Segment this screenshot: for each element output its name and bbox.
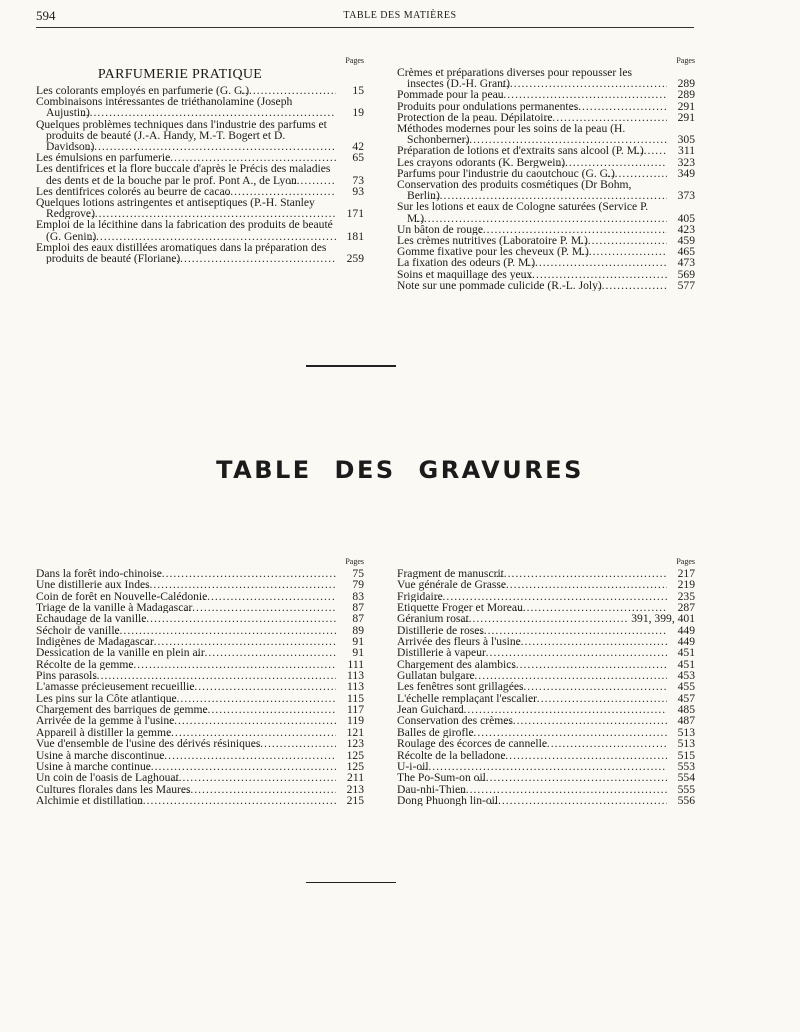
- entry-page: 91: [352, 635, 364, 649]
- toc-entry: [397, 246, 695, 257]
- toc-entry: [36, 568, 364, 579]
- entry-title: Fragment de manuscrit .....: [397, 568, 667, 579]
- plates-right-column: [397, 556, 695, 806]
- entry-title: Echaudage de la vanille .....: [36, 613, 336, 624]
- toc-entry: [36, 795, 364, 806]
- toc-entry: [397, 269, 695, 280]
- plates-title: TABLE DES GRAVURES: [216, 456, 584, 484]
- section-title: PARFUMERIE PRATIQUE: [97, 67, 263, 82]
- entry-title: Soins et maquillage des yeux .....: [397, 269, 667, 280]
- entry-page: 235: [677, 589, 695, 603]
- entry-title: Protection de la peau. Dépilatoire .....: [397, 112, 667, 123]
- entry-title: Conservation des crèmes .....: [397, 715, 667, 726]
- running-head: TABLE DES MATIÈRES: [343, 10, 457, 21]
- toc-entry: [397, 579, 695, 590]
- toc-entry: [397, 224, 695, 235]
- entry-page: 121: [346, 725, 364, 739]
- entry-page: 513: [677, 737, 695, 751]
- entry-page: 513: [677, 725, 695, 739]
- entry-title: Arrivée des fleurs à l'usine .....: [397, 636, 667, 647]
- toc-entry: [397, 670, 695, 681]
- entry-page: 556: [677, 793, 695, 807]
- toc-entry: [36, 163, 364, 185]
- entry-page: 291: [677, 99, 695, 113]
- entry-title: Roulage des écorces de cannelle .....: [397, 738, 667, 749]
- entry-page: 289: [677, 77, 695, 91]
- toc-entry: [36, 761, 364, 772]
- toc-entry: [36, 738, 364, 749]
- entry-page: 455: [677, 680, 695, 694]
- toc-right-column: [397, 55, 695, 291]
- entry-title: Emploi des eaux distillées aromatiques dans la préparation des produits de beauté (Floriane) .....: [36, 242, 336, 264]
- toc-entry: [397, 750, 695, 761]
- entry-page: 83: [352, 589, 364, 603]
- entry-title: Gullatan bulgare .....: [397, 670, 667, 681]
- entry-page: 89: [352, 623, 364, 637]
- toc-entry: [397, 201, 695, 223]
- entry-page: 91: [352, 646, 364, 660]
- entry-page: 87: [352, 601, 364, 615]
- plates-left-entries: [36, 568, 364, 806]
- entry-page: 459: [677, 234, 695, 248]
- section-divider: [306, 365, 396, 367]
- entry-title: Récolte de la belladone .....: [397, 750, 667, 761]
- entry-page: 291: [677, 110, 695, 124]
- entry-page: 553: [677, 759, 695, 773]
- entry-title: Chargement des alambics .....: [397, 659, 667, 670]
- toc-entry: [36, 152, 364, 163]
- entry-page: 449: [677, 623, 695, 637]
- toc-entry: [36, 750, 364, 761]
- entry-page: 213: [346, 782, 364, 796]
- toc-entry: [36, 693, 364, 704]
- toc-entry: [36, 704, 364, 715]
- entry-title: Conservation des produits cosmétiques (Dr Bohm, Berlin) .....: [397, 179, 667, 201]
- entry-title: Combinaisons intéressantes de triéthanolamine (Joseph Aujustin) .....: [36, 96, 336, 118]
- entry-title: Vue d'ensemble de l'usine des dérivés résiniques .....: [36, 738, 336, 749]
- entry-page: 42: [352, 140, 364, 154]
- toc-entry: [36, 119, 364, 153]
- entry-page: 75: [352, 567, 364, 580]
- plates-right-entries: [397, 568, 695, 806]
- toc-entry: [36, 647, 364, 658]
- toc-entry: [397, 772, 695, 783]
- entry-page: 515: [677, 748, 695, 762]
- entry-page: 373: [677, 189, 695, 203]
- toc-entry: [36, 242, 364, 264]
- toc-entry: [397, 123, 695, 145]
- entry-title: Distillerie à vapeur .....: [397, 647, 667, 658]
- entry-page: 259: [346, 252, 364, 266]
- entry-title: Un bâton de rouge .....: [397, 224, 667, 235]
- entry-title: Dong Phuongh lin-oil .....: [397, 795, 667, 806]
- toc-left-entries: [36, 85, 364, 264]
- entry-page: 311: [678, 144, 695, 158]
- entry-title: Pommade pour la peau .....: [397, 89, 667, 100]
- toc-entry: [397, 168, 695, 179]
- entry-title: Quelques problèmes techniques dans l'industrie des parfums et produits de beauté (J.-A. Handy, M.-T. Bogert et D. Davidson) .....: [36, 119, 336, 153]
- pages-label: Pages: [676, 56, 695, 65]
- entry-title: Coin de forêt en Nouvelle-Calédonie .....: [36, 591, 336, 602]
- entry-page: 123: [346, 737, 364, 751]
- toc-entry: [397, 727, 695, 738]
- entry-title: Jean Guichard .....: [397, 704, 667, 715]
- toc-entry: [397, 602, 695, 613]
- entry-page: 217: [677, 567, 695, 580]
- entry-page: 554: [677, 771, 695, 785]
- entry-title: Les colorants employés en parfumerie (G. G.) .....: [36, 85, 336, 96]
- entry-title: Chargement des barriques de gemme .....: [36, 704, 336, 715]
- toc-entry: [36, 715, 364, 726]
- pages-label: Pages: [676, 557, 695, 566]
- toc-entry: [36, 96, 364, 118]
- entry-title: Produits pour ondulations permanentes .....: [397, 101, 667, 112]
- entry-page: 349: [677, 166, 695, 180]
- entry-page: 73: [352, 173, 364, 187]
- entry-title: Note sur une pommade culicide (R.-L. Joly) .....: [397, 280, 667, 291]
- entry-page: 423: [677, 222, 695, 236]
- entry-page: 113: [347, 669, 364, 683]
- entry-title: Préparation de lotions et d'extraits sans alcool (P. M.) .....: [397, 145, 667, 156]
- entry-title: Parfums pour l'industrie du caoutchouc (G. G.) .....: [397, 168, 667, 179]
- toc-entry: [397, 101, 695, 112]
- page-number: 594: [36, 8, 56, 23]
- entry-title: Les dentifrices colorés au beurre de cacao .....: [36, 186, 336, 197]
- entry-page: 111: [347, 657, 364, 671]
- entry-title: Les émulsions en parfumerie .....: [36, 152, 336, 163]
- entry-title: Usine à marche continue .....: [36, 761, 336, 772]
- entry-title: Crèmes et préparations diverses pour repousser les insectes (D.-H. Grant) .....: [397, 67, 667, 89]
- toc-entry: [397, 157, 695, 168]
- entry-page: 125: [346, 759, 364, 773]
- entry-title: Alchimie et distillation .....: [36, 795, 336, 806]
- toc-entry: [36, 197, 364, 219]
- entry-page: 215: [346, 793, 364, 807]
- toc-entry: [397, 693, 695, 704]
- header-rule: [36, 27, 694, 28]
- toc-entry: [36, 772, 364, 783]
- toc-entry: [397, 568, 695, 579]
- toc-entry: [36, 219, 364, 241]
- entry-title: Indigènes de Madagascar .....: [36, 636, 336, 647]
- entry-page: 211: [347, 771, 364, 785]
- entry-title: U-i-oil .....: [397, 761, 667, 772]
- entry-title: The Po-Sum-on oil .....: [397, 772, 667, 783]
- entry-page: 113: [347, 680, 364, 694]
- toc-entry: [36, 579, 364, 590]
- entry-page: 115: [347, 691, 364, 705]
- toc-entry: [397, 67, 695, 89]
- entry-page: 457: [677, 691, 695, 705]
- entry-title: Usine à marche discontinue .....: [36, 750, 336, 761]
- entry-title: Les crèmes nutritives (Laboratoire P. M.) .....: [397, 235, 667, 246]
- entry-page: 485: [677, 703, 695, 717]
- entry-page: 93: [352, 184, 364, 198]
- toc-entry: [397, 625, 695, 636]
- toc-right-entries: [397, 67, 695, 291]
- entry-page: 117: [347, 703, 364, 717]
- entry-page: 119: [347, 714, 364, 728]
- entry-page: 555: [677, 782, 695, 796]
- entry-title: La fixation des odeurs (P. M.) .....: [397, 257, 667, 268]
- entry-title: Etiquette Froger et Moreau .....: [397, 602, 667, 613]
- toc-entry: [397, 784, 695, 795]
- entry-title: Vue générale de Grasse .....: [397, 579, 667, 590]
- entry-page: 65: [352, 151, 364, 165]
- toc-entry: [36, 186, 364, 197]
- toc-entry: [397, 795, 695, 806]
- entry-page: 125: [346, 748, 364, 762]
- entry-page: 287: [677, 601, 695, 615]
- entry-title: Arrivée de la gemme à l'usine .....: [36, 715, 336, 726]
- toc-entry: [397, 659, 695, 670]
- entry-title: Gomme fixative pour les cheveux (P. M.) .....: [397, 246, 667, 257]
- pages-label: Pages: [345, 56, 364, 65]
- toc-entry: [397, 89, 695, 100]
- toc-entry: [36, 602, 364, 613]
- toc-entry: [36, 625, 364, 636]
- entry-title: Dau-nhi-Thien .....: [397, 784, 667, 795]
- entry-page: 171: [346, 207, 364, 221]
- entry-title: Frigidaire .....: [397, 591, 667, 602]
- entry-page: 181: [346, 229, 364, 243]
- entry-page: 219: [677, 578, 695, 592]
- entry-title: Récolte de la gemme .....: [36, 659, 336, 670]
- plates-left-column: [36, 556, 364, 806]
- entry-page: 577: [677, 278, 695, 292]
- toc-entry: [36, 784, 364, 795]
- entry-page: 465: [677, 245, 695, 259]
- entry-title: Les pins sur la Côte atlantique .....: [36, 693, 336, 704]
- entry-title: Une distillerie aux Indes .....: [36, 579, 336, 590]
- entry-title: Sur les lotions et eaux de Cologne saturées (Service P. M.) .....: [397, 201, 667, 223]
- toc-entry: [397, 738, 695, 749]
- entry-title: Géranium rosat .....: [397, 613, 627, 624]
- toc-entry: [397, 613, 695, 624]
- toc-entry: [36, 727, 364, 738]
- entry-page: 15: [352, 84, 364, 97]
- entry-title: Cultures florales dans les Maures .....: [36, 784, 336, 795]
- entry-title: Quelques lotions astringentes et antiseptiques (P.-H. Stanley Redgrove) .....: [36, 197, 336, 219]
- entry-title: L'amasse précieusement recueillie .....: [36, 681, 336, 692]
- entry-title: Dessication de la vanille en plein air .....: [36, 647, 336, 658]
- pages-label: Pages: [345, 557, 364, 566]
- entry-page: 473: [677, 256, 695, 270]
- entry-page: 451: [677, 657, 695, 671]
- toc-entry: [397, 145, 695, 156]
- toc-entry: [36, 670, 364, 681]
- entry-title: Pins parasols .....: [36, 670, 336, 681]
- entry-page: 323: [677, 155, 695, 169]
- toc-left-column: [36, 55, 364, 264]
- entry-title: Balles de girofle .....: [397, 727, 667, 738]
- entry-page: 391, 399, 401: [631, 612, 695, 626]
- toc-entry: [36, 591, 364, 602]
- entry-title: Méthodes modernes pour les soins de la peau (H. Schonberner) .....: [397, 123, 667, 145]
- entry-page: 305: [677, 133, 695, 147]
- entry-page: 405: [677, 211, 695, 225]
- entry-title: Dans la forêt indo-chinoise .....: [36, 568, 336, 579]
- toc-entry: [36, 85, 364, 96]
- entry-page: 569: [677, 267, 695, 281]
- entry-title: Triage de la vanille à Madagascar .....: [36, 602, 336, 613]
- entry-title: L'échelle remplaçant l'escalier .....: [397, 693, 667, 704]
- end-rule: [306, 882, 396, 883]
- toc-entry: [397, 761, 695, 772]
- entry-page: 451: [677, 646, 695, 660]
- toc-entry: [397, 235, 695, 246]
- entry-title: Un coin de l'oasis de Laghouat .....: [36, 772, 336, 783]
- entry-page: 289: [677, 88, 695, 102]
- entry-title: Les crayons odorants (K. Bergwein) .....: [397, 157, 667, 168]
- toc-entry: [397, 681, 695, 692]
- entry-page: 449: [677, 635, 695, 649]
- entry-page: 87: [352, 612, 364, 626]
- toc-entry: [397, 715, 695, 726]
- entry-page: 453: [677, 669, 695, 683]
- toc-entry: [397, 280, 695, 291]
- toc-entry: [397, 636, 695, 647]
- toc-entry: [397, 591, 695, 602]
- toc-entry: [397, 704, 695, 715]
- toc-entry: [36, 659, 364, 670]
- entry-title: Séchoir de vanille .....: [36, 625, 336, 636]
- toc-entry: [397, 112, 695, 123]
- toc-entry: [36, 636, 364, 647]
- toc-entry: [397, 179, 695, 201]
- entry-title: Distillerie de roses .....: [397, 625, 667, 636]
- entry-page: 487: [677, 714, 695, 728]
- toc-entry: [397, 647, 695, 658]
- toc-entry: [397, 257, 695, 268]
- entry-title: Emploi de la lécithine dans la fabrication des produits de beauté (G. Genin) .....: [36, 219, 336, 241]
- entry-title: Les fenêtres sont grillagées .....: [397, 681, 667, 692]
- entry-title: Les dentifrices et la flore buccale d'après le Précis des maladies des dents et de la bouche par le prof. Pont A., de Lyon .....: [36, 163, 336, 185]
- entry-page: 19: [352, 106, 364, 120]
- entry-title: Appareil à distiller la gemme .....: [36, 727, 336, 738]
- toc-entry: [36, 613, 364, 624]
- toc-entry: [36, 681, 364, 692]
- entry-page: 79: [352, 578, 364, 592]
